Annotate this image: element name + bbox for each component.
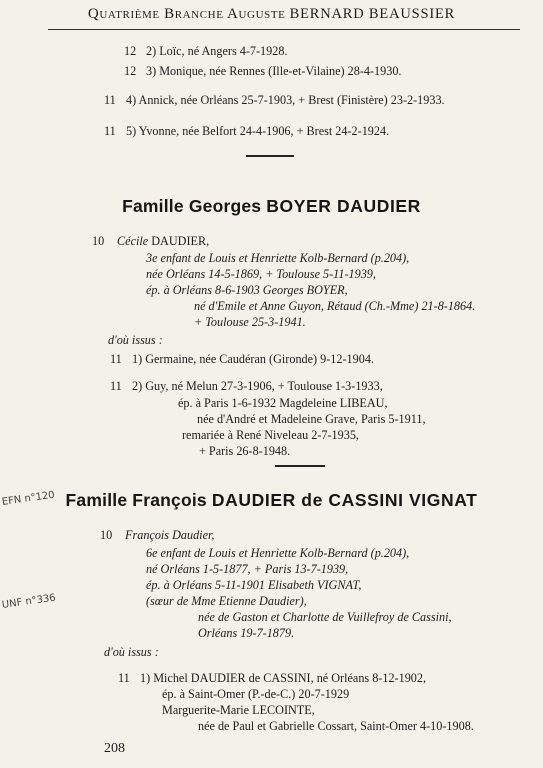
child-detail: née de Paul et Gabrielle Cossart, Saint-Omer 4-10-1908. (198, 719, 474, 733)
running-head-branch: Quatrième Branche Auguste (87, 6, 286, 22)
entry-detail: (sœur de Mme Etienne Daudier), (146, 594, 307, 608)
issue-label: d'où issus : (108, 333, 163, 347)
page-number: 208 (104, 741, 125, 756)
entry-detail: né Orléans 1-5-1877, + Paris 13-7-1939, (146, 562, 349, 576)
child-detail: ép. à Paris 1-6-1932 Magdeleine LIBEAU, (178, 396, 388, 410)
entry-line: 11 5) Yvonne, née Belfort 24-4-1906, + Brest 24-2-1924. (104, 124, 390, 138)
child-entry: 11 2) Guy, né Melun 27-3-1906, + Toulouse 1-3-1933, (110, 379, 383, 393)
entry-detail: 6e enfant de Louis et Henriette Kolb-Bernard (p.204), (146, 546, 410, 560)
header-rule (48, 29, 520, 30)
family-title-boyer: Famille Georges BOYER DAUDIER (122, 196, 421, 216)
entry-head: 10 Cécile DAUDIER, (92, 234, 210, 248)
child-entry: 11 1) Michel DAUDIER de CASSINI, né Orléans 8-12-1902, (118, 671, 427, 685)
child-detail: ép. à Saint-Omer (P.-de-C.) 20-7-1929 (162, 687, 350, 701)
entry-detail: ép. à Orléans 5-11-1901 Elisabeth VIGNAT, (146, 578, 362, 592)
section-separator (275, 465, 325, 467)
entry-detail: née Orléans 14-5-1869, + Toulouse 5-11-1939, (146, 267, 376, 281)
handwritten-margin-note: EFN n°120 (1, 489, 56, 508)
entry-detail: Orléans 19-7-1879. (198, 626, 295, 640)
running-head-family: BERNARD BEAUSSIER (289, 6, 456, 22)
child-detail: née d'André et Madeleine Grave, Paris 5-1911, (197, 412, 426, 426)
running-head (0, 6, 543, 23)
child-detail: + Paris 26-8-1948. (199, 444, 291, 458)
handwritten-margin-note: UNF n°336 (1, 592, 57, 611)
entry-detail: né d'Emile et Anne Guyon, Rétaud (Ch.-Mme) 21-8-1864. (194, 299, 476, 313)
child-entry: 11 1) Germaine, née Caudéran (Gironde) 9-12-1904. (110, 352, 374, 366)
entry-line: 11 4) Annick, née Orléans 25-7-1903, + Brest (Finistère) 23-2-1933. (104, 93, 445, 107)
family-title-vignat: Famille François DAUDIER de CASSINI VIGNAT (65, 490, 478, 510)
entry-detail: + Toulouse 25-3-1941. (194, 315, 306, 329)
entry-detail: ép. à Orléans 8-6-1903 Georges BOYER, (146, 283, 348, 297)
child-detail: Marguerite-Marie LECOINTE, (162, 703, 315, 717)
entry-detail: 3e enfant de Louis et Henriette Kolb-Bernard (p.204), (146, 251, 410, 265)
entry-line: 12 3) Monique, née Rennes (Ille-et-Vilaine) 28-4-1930. (124, 64, 402, 78)
entry-head: 10 François Daudier, (100, 528, 215, 542)
entry-line: 12 2) Loïc, né Angers 4-7-1928. (124, 44, 288, 58)
section-separator (246, 155, 294, 157)
child-detail: remariée à René Niveleau 2-7-1935, (182, 428, 359, 442)
entry-detail: née de Gaston et Charlotte de Vuillefroy de Cassini, (198, 610, 452, 624)
issue-label: d'où issus : (104, 645, 159, 659)
